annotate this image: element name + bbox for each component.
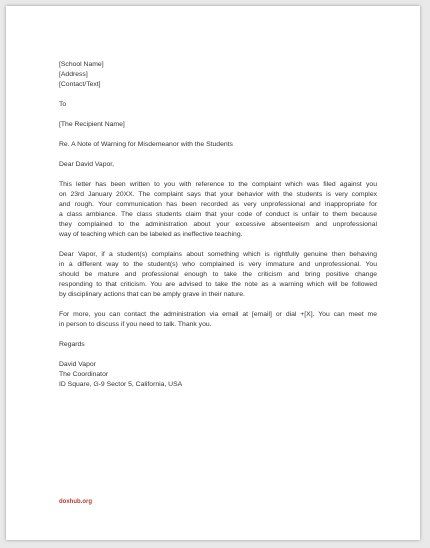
letter-content xyxy=(59,60,377,390)
letter-page xyxy=(6,6,420,540)
signature-title: The Coordinator xyxy=(59,371,109,378)
paragraph-1-line: they complained to the administration about your excessive absenteeism and unprofessional xyxy=(59,221,377,228)
paragraph-1-line: way of teaching which can be labeled as ineffective teaching. xyxy=(59,231,243,238)
salutation: Dear David Vapor, xyxy=(59,161,115,168)
school-name: [School Name] xyxy=(59,61,104,68)
signature-address: ID Square, G-9 Sector 5, California, USA xyxy=(59,381,183,388)
paragraph-3-line: For more, you can contact the administration via email at [email] or dial +[X]. You can meet me xyxy=(59,311,377,318)
paragraph-1-line: This letter has been written to you with reference to the complaint which was filed against you xyxy=(59,181,377,188)
footer-brand: doxhub.org xyxy=(59,499,92,505)
paragraph-2-line: by disciplinary actions that can be amply grave in their nature. xyxy=(59,291,245,298)
paragraph-1-line: and rough. Your communication has been recorded as very unprofessional and inappropriate for xyxy=(59,201,377,208)
paragraph-2 xyxy=(59,250,377,300)
paragraph-3-line: in person to discuss if you need to talk. Thank you. xyxy=(59,321,212,328)
school-address: [Address] xyxy=(59,71,88,78)
paragraph-2-line: Dear Vapor, if a student(s) complains about something which is rightfully genuine then behaving xyxy=(59,251,377,258)
paragraph-2-line: in a different way to the student(s) who complained is very immature and unprofessional. You xyxy=(59,261,377,268)
closing: Regards xyxy=(59,341,85,348)
paragraph-1-line: on 23rd January 20XX. The complaint says that your behavior with the students is very complex xyxy=(59,191,377,198)
school-contact: [Contact/Text] xyxy=(59,81,101,88)
paragraph-3 xyxy=(59,310,377,330)
paragraph-2-line: should be mature and professional enough to take the criticism and bring positive change xyxy=(59,271,377,278)
recipient-name: [The Recipient Name] xyxy=(59,121,125,128)
paragraph-1-line: a class ambiance. The class students claim that your code of conduct is unfair to them because xyxy=(59,211,377,218)
to-label: To xyxy=(59,101,67,108)
signature-name: David Vapor xyxy=(59,361,96,368)
subject-line: Re. A Note of Warning for Misdemeanor with the Students xyxy=(59,141,233,148)
paragraph-2-line: responding to that criticism. You are advised to take the note as a warning which will be followed xyxy=(59,281,377,288)
paragraph-1 xyxy=(59,180,377,240)
